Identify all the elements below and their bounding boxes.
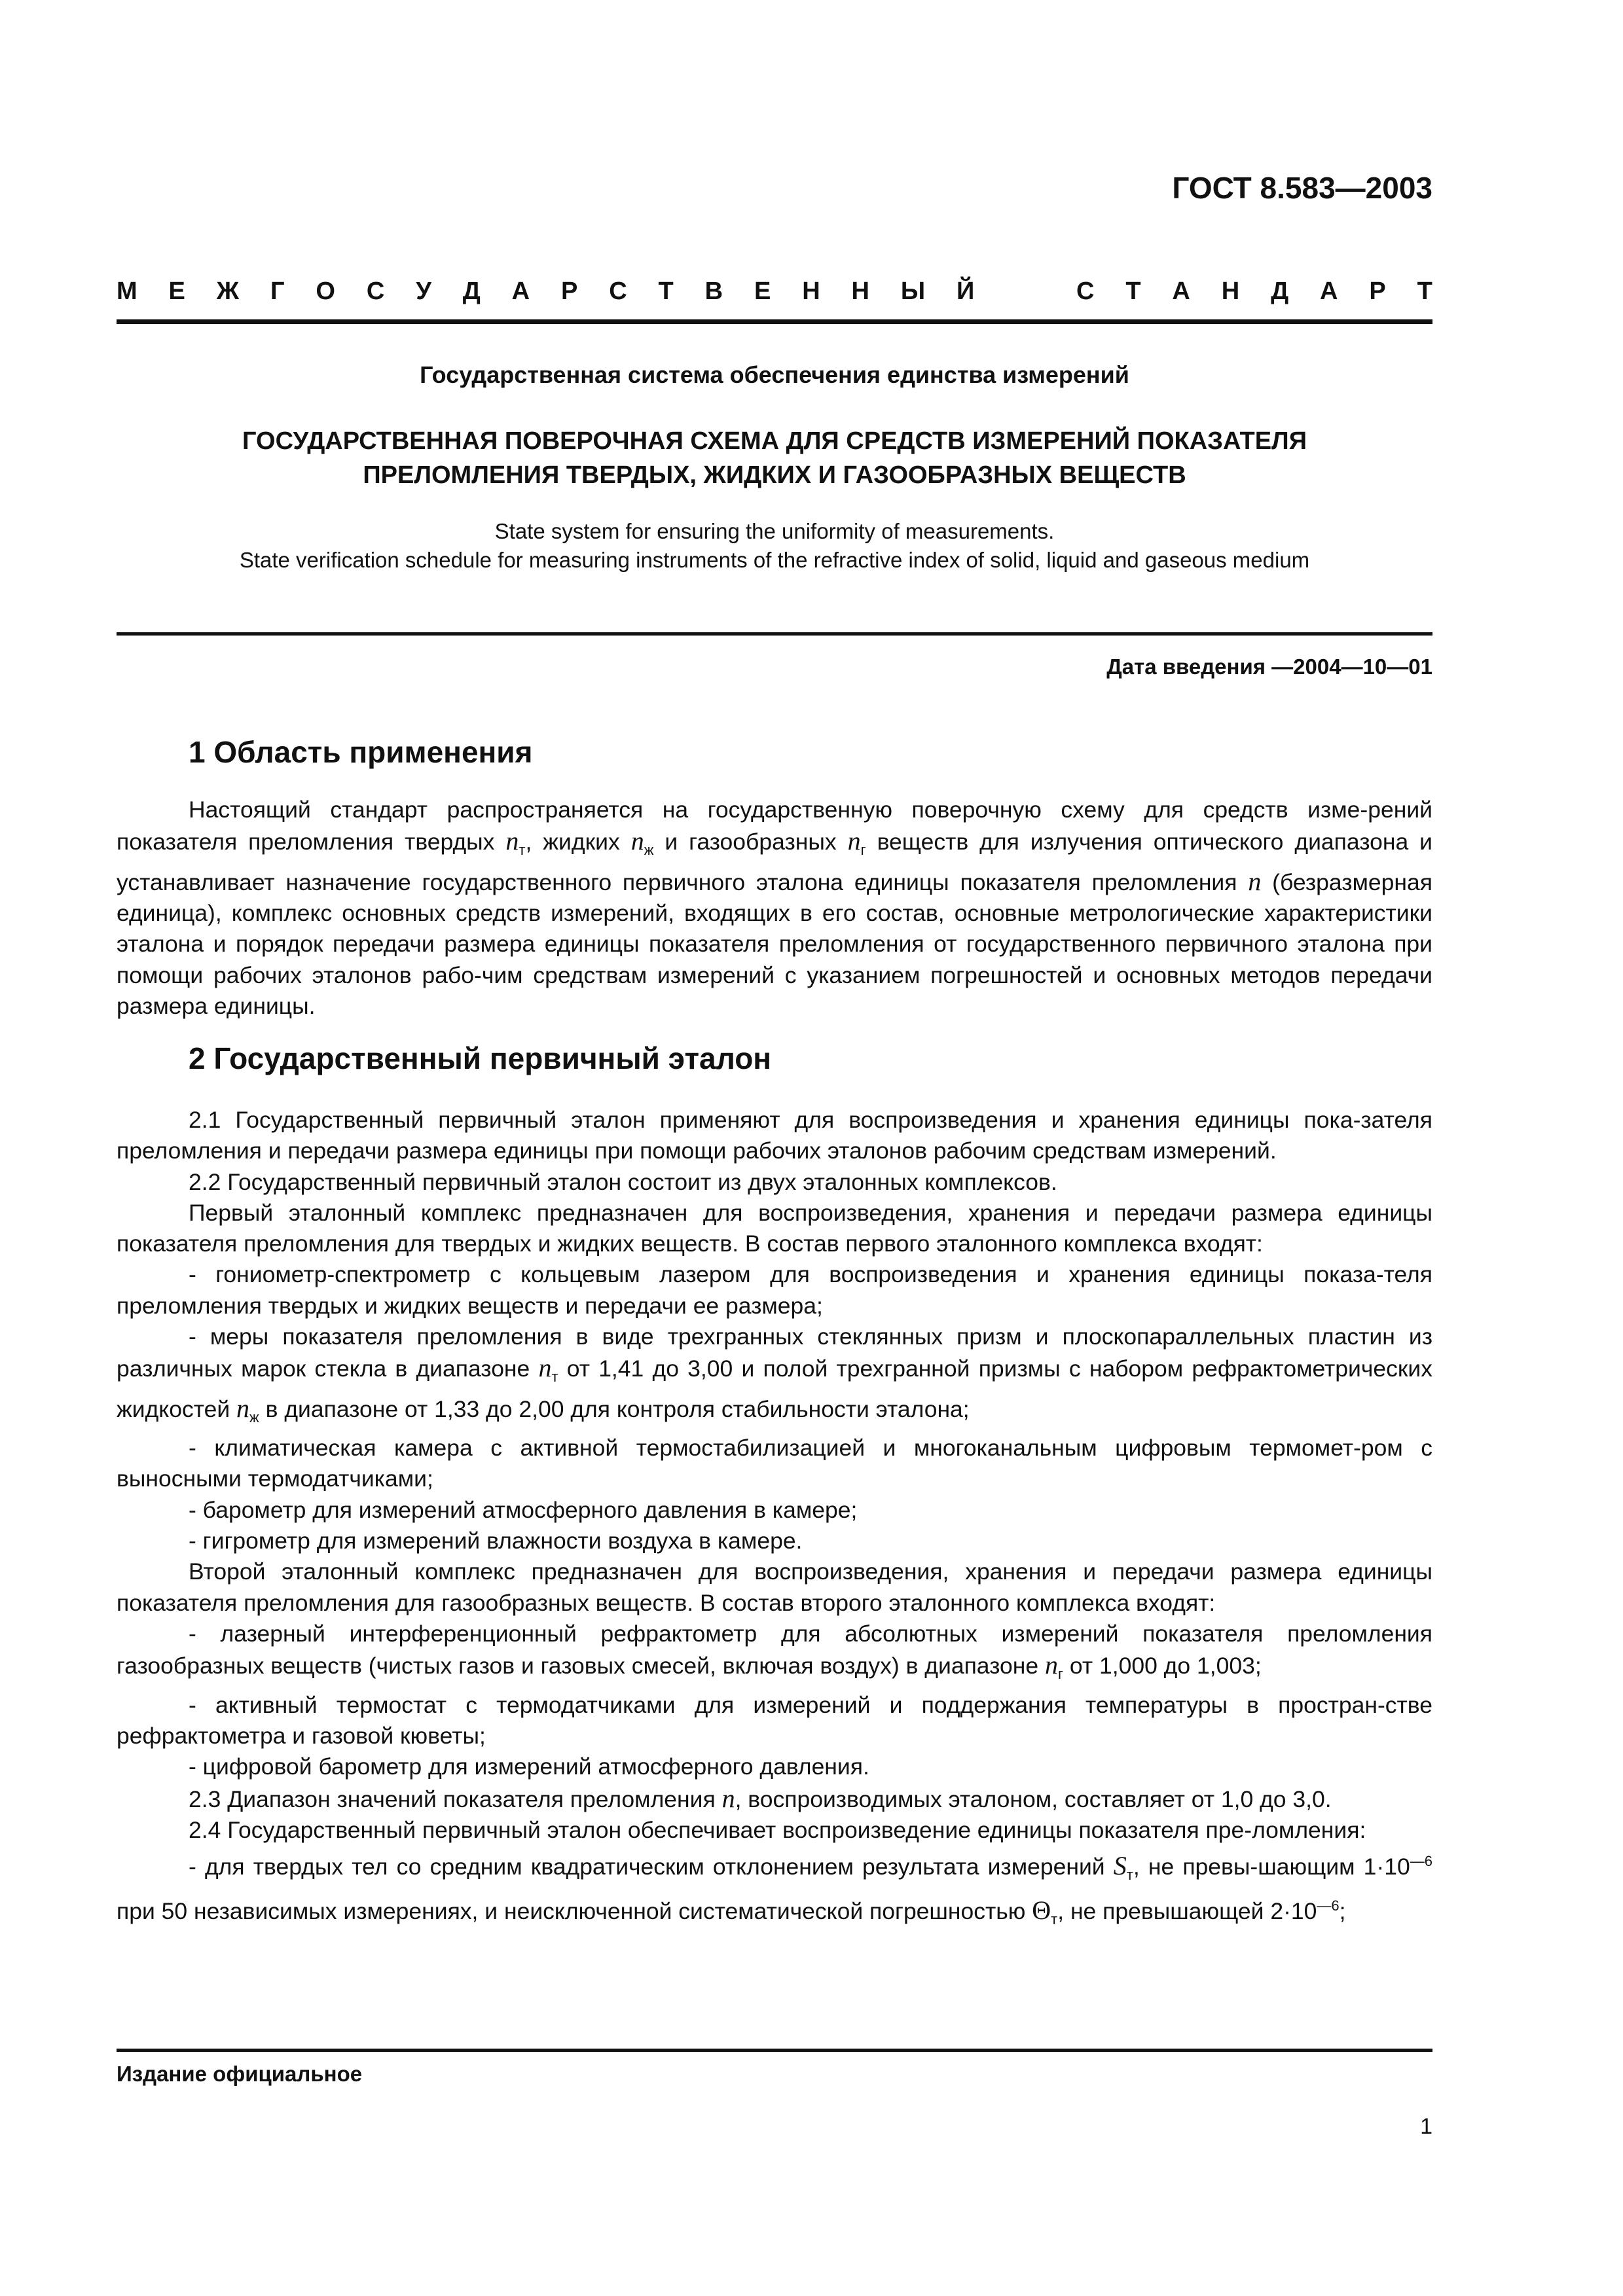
list-item: - активный термостат с термодатчиками для измерений и поддержания температуры в простран-стве рефрактометра и газовой кюветы; xyxy=(117,1691,1432,1749)
list-item: - лазерный интерференционный рефрактометр для абсолютных измерений показателя преломления газообразных веществ (чистых газов и газовых смесей, включая воздух) в диапазоне $n_г$ от 1,000 до 1,003; xyxy=(117,1620,1432,1683)
heading-letter: С xyxy=(366,278,385,305)
heading-word-gap xyxy=(1006,278,1045,306)
heading-letter: Е xyxy=(168,278,185,305)
heading-letter: С xyxy=(1076,278,1095,305)
heading-letter: А xyxy=(1320,278,1338,305)
heading-letter: Н xyxy=(802,278,820,305)
gost-number: ГОСТ 8.583—2003 xyxy=(1172,171,1432,205)
list-item: - гигрометр для измерений влажности воздуха в камере. xyxy=(189,1528,803,1554)
heading-letter: У xyxy=(416,278,431,305)
clause-2-3: 2.3 Диапазон значений показателя преломления n, воспроизводимых эталоном, составляет от 1,0 до 3,0. xyxy=(189,1783,1332,1813)
heading-letter: С xyxy=(609,278,627,305)
clause-2-2: 2.2 Государственный первичный эталон состоит из двух эталонных комплексов. xyxy=(189,1168,1057,1195)
heading-letter: Н xyxy=(851,278,869,305)
section-1-body xyxy=(117,795,1432,1022)
interstate-standard-heading xyxy=(117,278,1432,306)
clause-2-1: 2.1 Государственный первичный эталон применяют для воспроизведения и хранения единицы пока-зателя преломления и передачи размера единицы при помощи рабочих эталонов рабочим средствам измерений. xyxy=(117,1107,1432,1164)
heading-letter: М xyxy=(117,278,137,305)
document-title xyxy=(117,424,1432,492)
heading-letter: Т xyxy=(658,278,674,305)
heading-letter: Й xyxy=(956,278,975,305)
header-rule xyxy=(117,319,1432,324)
section-1-heading: 1 Область применения xyxy=(189,735,533,769)
page-number: 1 xyxy=(1420,2114,1432,2139)
list-item: - цифровой барометр для измерений атмосферного давления. xyxy=(189,1753,869,1780)
heading-letter: А xyxy=(511,278,530,305)
first-complex-paragraph: Первый эталонный комплекс предназначен для воспроизведения, хранения и передачи размера единицы показателя преломления для твердых и жидких веществ. В состав первого эталонного комплекса входят: xyxy=(117,1199,1432,1257)
list-item: - меры показателя преломления в виде трехгранных стеклянных призм и плоскопараллельных пластин из различных марок стекла в диапазоне $n_т$ от 1,41 до 3,00 и полой трехгранной призмы с набором рефрактометрических жидкостей $n_ж$ в диапазоне от 1,33 до 2,00 для контроля стабильности эталона; xyxy=(117,1323,1432,1426)
system-line: Государственная система обеспечения единства измерений xyxy=(420,361,1129,388)
heading-letter: Д xyxy=(1271,278,1289,305)
list-item: - гониометр-спектрометр с кольцевым лазером для воспроизведения и хранения единицы показа-теля преломления твердых и жидких веществ и передачи ее размера; xyxy=(117,1261,1432,1319)
title-rule xyxy=(117,632,1432,636)
footer-rule xyxy=(117,2049,1432,2052)
heading-letter: Н xyxy=(1221,278,1240,305)
clause-2-4: 2.4 Государственный первичный эталон обеспечивает воспроизведение единицы показателя пре-ломления: xyxy=(189,1816,1366,1843)
list-item: - барометр для измерений атмосферного давления в камере; xyxy=(189,1496,858,1523)
heading-letter: Ы xyxy=(900,278,926,305)
section-2-heading: 2 Государственный первичный эталон xyxy=(189,1041,772,1075)
heading-letter: А xyxy=(1172,278,1190,305)
heading-letter: Г xyxy=(270,278,285,305)
scope-paragraph: Настоящий стандарт распространяется на государственную поверочную схему для средств изме-рений показателя преломления твердых $n_т$, жидких $n_ж$ и газообразных $n_г$ веществ для излучения оптического диапазона и устанавливает назначение государственного первичного эталона единицы показателя преломления n (безразмерная единица), комплекс основных средств измерений, входящих в его состав, основные метрологические характеристики эталона и порядок передачи размера единицы показателя преломления от государственного первичного эталона при помощи рабочих эталонов рабо-чим средствам измерений с указанием погрешностей и основных методов передачи размера единицы. xyxy=(117,797,1433,1019)
second-complex-paragraph: Второй эталонный комплекс предназначен для воспроизведения, хранения и передачи размера единицы показателя преломления для газообразных веществ. В состав второго эталонного комплекса входят: xyxy=(117,1558,1432,1616)
heading-letter: Т xyxy=(1125,278,1141,305)
introduction-date: Дата введения —2004—10—01 xyxy=(1106,655,1432,679)
heading-letter: Е xyxy=(754,278,771,305)
heading-letter: О xyxy=(316,278,335,305)
title-line-2: ПРЕЛОМЛЕНИЯ ТВЕРДЫХ, ЖИДКИХ И ГАЗООБРАЗНЫХ ВЕЩЕСТВ xyxy=(363,461,1186,489)
heading-letter: В xyxy=(704,278,723,305)
title-line-1: ГОСУДАРСТВЕННАЯ ПОВЕРОЧНАЯ СХЕМА ДЛЯ СРЕДСТВ ИЗМЕРЕНИЙ ПОКАЗАТЕЛЯ xyxy=(242,427,1307,455)
heading-letter: Д xyxy=(462,278,481,305)
list-item: - для твердых тел со средним квадратическим отклонением результата измерений $S_т$, не превы-шающим $1\cdot 10^{—6}$ при 50 независимых измерениях, и неисключенной систематической погрешностью $\Theta_т$, не превышающей $2\cdot 10^{—6}$; xyxy=(117,1850,1432,1928)
heading-letter: Т xyxy=(1417,278,1432,305)
heading-letter: Ж xyxy=(216,278,240,305)
official-edition-label: Издание официальное xyxy=(117,2062,363,2086)
english-title-line-1: State system for ensuring the uniformity of measurements. xyxy=(494,519,1055,543)
section-2-body xyxy=(117,1105,1432,1935)
list-item: - климатическая камера с активной термостабилизацией и многоканальным цифровым термомет-ром с выносными термодатчиками; xyxy=(117,1435,1432,1492)
english-title xyxy=(117,517,1432,575)
heading-letter: Р xyxy=(1369,278,1386,305)
english-title-line-2: State verification schedule for measuring instruments of the refractive index of solid, liquid and gaseous medium xyxy=(239,548,1310,572)
heading-letter: Р xyxy=(560,278,578,305)
